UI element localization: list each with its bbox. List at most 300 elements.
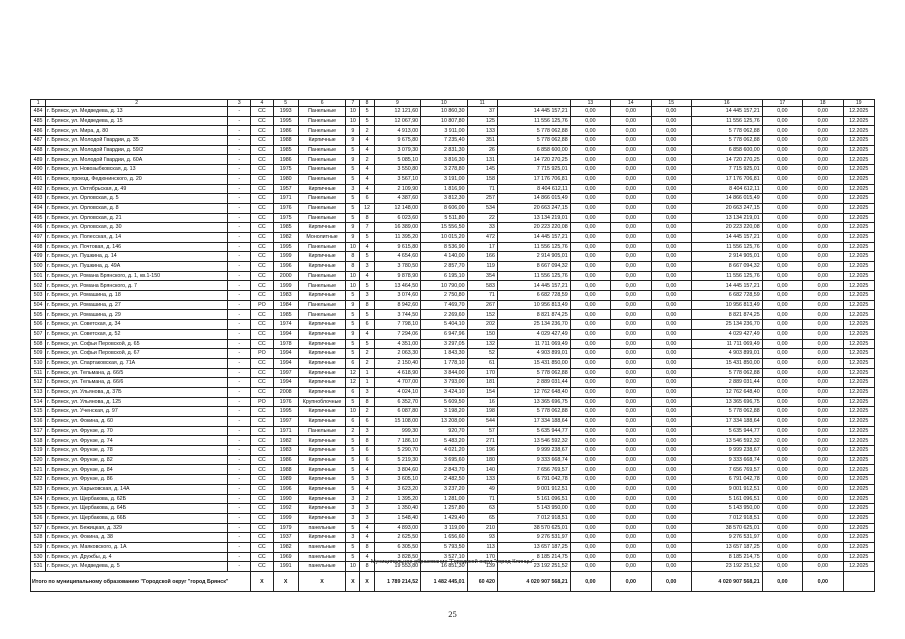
table-cell: 0,00: [651, 194, 691, 204]
table-cell: 271: [467, 436, 497, 446]
table-cell: Панельные: [298, 155, 346, 165]
table-cell: 0,00: [570, 436, 610, 446]
table-cell: 170: [467, 552, 497, 562]
table-cell: 0,00: [762, 475, 802, 485]
table-cell: Кирпичные: [298, 436, 346, 446]
table-cell: 4: [360, 533, 374, 543]
column-number-cell: 18: [803, 100, 843, 107]
address-cell: г. Брянск, ул. Медведева, д. 15: [46, 116, 228, 126]
address-cell: г. Брянск, ул. Орловская, д. 5: [46, 194, 228, 204]
table-cell: 6 858 600,00: [497, 145, 570, 155]
table-cell: 9 001 912,51: [691, 484, 762, 494]
table-cell: 583: [467, 281, 497, 291]
table-cell: Панельные: [298, 242, 346, 252]
address-cell: г. Брянск, ул. Орловская, д. 8: [46, 203, 228, 213]
table-cell: 10: [346, 407, 360, 417]
table-cell: 472: [467, 232, 497, 242]
table-row: [31, 368, 875, 378]
table-cell: Монолитные: [298, 232, 346, 242]
table-cell: 1 843,30: [421, 349, 467, 359]
table-cell: Кирпичные: [298, 252, 346, 262]
table-cell: 0,00: [762, 465, 802, 475]
table-cell: 9 999 238,67: [691, 446, 762, 456]
table-cell: 52: [467, 349, 497, 359]
table-cell: 0,00: [570, 523, 610, 533]
table-cell: 4 618,90: [374, 368, 420, 378]
table-row: [31, 194, 875, 204]
table-cell: 4 029 427,49: [497, 329, 570, 339]
table-cell: -: [228, 165, 251, 175]
table-cell: 0,00: [803, 184, 843, 194]
table-cell: 498: [31, 242, 46, 252]
table-cell: 2 625,50: [374, 533, 420, 543]
address-cell: г. Брянск, ул. Дружбы, д. 4: [46, 552, 228, 562]
table-cell: 0,00: [803, 475, 843, 485]
table-cell: 0,00: [762, 213, 802, 223]
table-cell: 5: [346, 475, 360, 485]
table-cell: 12.2025: [843, 145, 874, 155]
table-cell: 5: [346, 465, 360, 475]
table-cell: 8 667 094,32: [497, 262, 570, 272]
table-cell: 133: [467, 126, 497, 136]
address-cell: г. Брянск, ул. Ромашина, д. 18: [46, 291, 228, 301]
table-cell: 3: [346, 504, 360, 514]
table-cell: 5 778 062,88: [497, 368, 570, 378]
table-cell: 1978: [273, 339, 298, 349]
table-cell: 0,00: [611, 552, 651, 562]
table-cell: 12.2025: [843, 155, 874, 165]
table-cell: 5: [346, 523, 360, 533]
total-c6: Х: [298, 572, 346, 592]
table-cell: 0,00: [570, 320, 610, 330]
table-row: [31, 494, 875, 504]
address-cell: г. Брянск, проезд. Федюнинского, д. 20: [46, 174, 228, 184]
table-cell: 354: [467, 271, 497, 281]
table-cell: 6: [346, 387, 360, 397]
table-cell: 0,00: [651, 455, 691, 465]
table-cell: -: [228, 397, 251, 407]
table-cell: 0,00: [570, 513, 610, 523]
table-cell: Панельные: [298, 300, 346, 310]
table-cell: 0,00: [611, 252, 651, 262]
table-cell: 3 793,00: [421, 378, 467, 388]
table-cell: 0,00: [762, 329, 802, 339]
table-cell: 1988: [273, 465, 298, 475]
table-cell: 11 556 125,76: [691, 116, 762, 126]
address-cell: г. Брянск, ул. Медведева, д. 5: [46, 562, 228, 572]
table-cell: 4 707,00: [374, 378, 420, 388]
table-cell: 0,00: [570, 542, 610, 552]
table-cell: 0,00: [611, 281, 651, 291]
table-cell: 0,00: [803, 368, 843, 378]
housing-register-table: [30, 99, 875, 592]
table-row: [31, 310, 875, 320]
table-cell: 0,00: [570, 562, 610, 572]
table-cell: 13 134 219,01: [691, 213, 762, 223]
table-cell: 504: [31, 300, 46, 310]
table-cell: Кирпичные: [298, 262, 346, 272]
table-cell: 8 404 612,11: [497, 184, 570, 194]
table-cell: 0,00: [611, 436, 651, 446]
table-cell: СС: [251, 165, 273, 175]
table-cell: 4 140,00: [421, 252, 467, 262]
table-cell: 180: [467, 455, 497, 465]
table-cell: 5: [360, 310, 374, 320]
table-cell: -: [228, 291, 251, 301]
column-number-cell: 2: [46, 100, 228, 107]
table-cell: СС: [251, 562, 273, 572]
table-cell: 5 778 062,88: [497, 136, 570, 146]
table-cell: 8 185 214,75: [497, 552, 570, 562]
table-cell: 1975: [273, 213, 298, 223]
table-cell: 0,00: [570, 213, 610, 223]
table-cell: Кирпичные: [298, 455, 346, 465]
table-cell: 5: [360, 281, 374, 291]
table-cell: 7 656 769,57: [497, 465, 570, 475]
table-cell: 2 150,40: [374, 358, 420, 368]
table-cell: 0,00: [762, 417, 802, 427]
table-row: [31, 107, 875, 117]
column-number-cell: 8: [360, 100, 374, 107]
table-cell: 9 615,80: [374, 242, 420, 252]
table-cell: -: [228, 174, 251, 184]
table-cell: 527: [31, 523, 46, 533]
table-cell: СС: [251, 436, 273, 446]
table-cell: Кирпичные: [298, 329, 346, 339]
table-cell: 0,00: [611, 107, 651, 117]
table-cell: 0,00: [611, 339, 651, 349]
table-cell: 544: [467, 417, 497, 427]
table-row: [31, 232, 875, 242]
address-cell: г. Брянск, ул. Ромашина, д. 29: [46, 310, 228, 320]
table-row: [31, 349, 875, 359]
table-cell: 0,00: [611, 136, 651, 146]
table-cell: 0,00: [611, 310, 651, 320]
table-cell: Панельные: [298, 145, 346, 155]
table-cell: 12.2025: [843, 223, 874, 233]
table-cell: 140: [467, 465, 497, 475]
table-cell: 0,00: [651, 426, 691, 436]
table-cell: 0,00: [570, 426, 610, 436]
table-cell: 11 556 125,76: [497, 242, 570, 252]
table-cell: 0,00: [762, 252, 802, 262]
total-c5: Х: [273, 572, 298, 592]
table-cell: 0,00: [803, 281, 843, 291]
next-section-title: Муниципальное образование "Городской округ "город Клинцы": [370, 559, 535, 565]
table-cell: 0,00: [611, 203, 651, 213]
address-cell: г. Брянск, ул. Маяковского, д. 1А: [46, 542, 228, 552]
table-cell: -: [228, 523, 251, 533]
table-row: [31, 542, 875, 552]
table-cell: 3: [360, 475, 374, 485]
table-cell: СС: [251, 417, 273, 427]
table-cell: 1991: [273, 562, 298, 572]
table-cell: 0,00: [570, 232, 610, 242]
table-cell: 0,00: [570, 116, 610, 126]
table-cell: 0,00: [651, 174, 691, 184]
table-cell: 496: [31, 223, 46, 233]
table-cell: 2: [360, 494, 374, 504]
table-cell: -: [228, 329, 251, 339]
table-cell: 3: [360, 513, 374, 523]
table-row: [31, 155, 875, 165]
table-cell: Кирпичные: [298, 358, 346, 368]
address-cell: г. Брянск, ул. Фрунзе, д. 70: [46, 426, 228, 436]
table-cell: 3 297,05: [421, 339, 467, 349]
table-cell: 521: [31, 465, 46, 475]
table-cell: панельные: [298, 542, 346, 552]
register-table-wrapper: [30, 99, 875, 592]
table-cell: 12.2025: [843, 203, 874, 213]
table-cell: 3: [346, 494, 360, 504]
table-cell: 1986: [273, 126, 298, 136]
table-cell: 3 074,60: [374, 291, 420, 301]
table-cell: 4 903 899,01: [691, 349, 762, 359]
table-row: [31, 378, 875, 388]
table-cell: 13 546 592,32: [691, 436, 762, 446]
table-cell: 5 778 062,88: [691, 407, 762, 417]
table-cell: 125: [467, 116, 497, 126]
table-cell: 12.2025: [843, 484, 874, 494]
table-cell: 5: [360, 339, 374, 349]
table-cell: 5: [346, 174, 360, 184]
table-cell: Панельные: [298, 107, 346, 117]
table-body: [31, 100, 875, 572]
table-cell: 505: [31, 310, 46, 320]
table-cell: 14 866 015,49: [691, 194, 762, 204]
table-cell: 0,00: [611, 465, 651, 475]
table-cell: 0,00: [611, 126, 651, 136]
table-cell: 0,00: [803, 310, 843, 320]
table-row: [31, 329, 875, 339]
table-cell: 528: [31, 533, 46, 543]
table-cell: 6 682 728,59: [691, 291, 762, 301]
table-cell: 6 682 728,59: [497, 291, 570, 301]
table-cell: 1986: [273, 455, 298, 465]
table-cell: 3 119,00: [421, 523, 467, 533]
table-cell: 166: [467, 252, 497, 262]
table-row: [31, 484, 875, 494]
table-cell: Кирпичные: [298, 446, 346, 456]
address-cell: г. Брянск, ул. Орловская, д. 21: [46, 213, 228, 223]
table-cell: 38 570 625,01: [497, 523, 570, 533]
table-cell: -: [228, 562, 251, 572]
table-cell: 0,00: [803, 484, 843, 494]
table-cell: 13 208,00: [421, 417, 467, 427]
table-cell: 0,00: [570, 329, 610, 339]
address-cell: г. Брянск, ул. Орловская, д. 30: [46, 223, 228, 233]
table-row: [31, 203, 875, 213]
table-cell: 0,00: [611, 494, 651, 504]
table-cell: Кирпичные: [298, 320, 346, 330]
table-cell: 3 191,00: [421, 174, 467, 184]
table-cell: 0,00: [762, 426, 802, 436]
table-cell: 0,00: [611, 484, 651, 494]
table-cell: 10: [346, 116, 360, 126]
table-row: [31, 475, 875, 485]
table-cell: 0,00: [611, 242, 651, 252]
table-cell: 0,00: [651, 262, 691, 272]
table-cell: 3: [346, 184, 360, 194]
table-cell: 1985: [273, 223, 298, 233]
table-cell: 0,00: [570, 417, 610, 427]
table-row: [31, 165, 875, 175]
table-cell: 0,00: [611, 455, 651, 465]
table-cell: 6 305,50: [374, 542, 420, 552]
table-cell: 1994: [273, 378, 298, 388]
table-cell: 0,00: [803, 446, 843, 456]
table-row: [31, 213, 875, 223]
address-cell: г. Брянск, ул. Фрунзе, д. 84: [46, 465, 228, 475]
table-cell: Кирпичные: [298, 368, 346, 378]
table-cell: 0,00: [803, 136, 843, 146]
table-cell: 11 556 125,76: [691, 242, 762, 252]
table-cell: 0,00: [762, 174, 802, 184]
table-cell: 3 812,30: [421, 194, 467, 204]
table-cell: 0,00: [803, 291, 843, 301]
table-cell: 526: [31, 513, 46, 523]
table-cell: СС: [251, 242, 273, 252]
table-cell: 0,00: [651, 523, 691, 533]
table-cell: 0,00: [762, 523, 802, 533]
table-cell: СС: [251, 116, 273, 126]
table-cell: 12.2025: [843, 107, 874, 117]
table-cell: 493: [31, 194, 46, 204]
table-cell: 1997: [273, 417, 298, 427]
table-cell: 0,00: [651, 504, 691, 514]
table-cell: 0,00: [762, 513, 802, 523]
table-row: [31, 145, 875, 155]
table-cell: 0,00: [762, 116, 802, 126]
table-cell: 4 029 427,49: [691, 329, 762, 339]
table-cell: 6 087,80: [374, 407, 420, 417]
table-cell: РО: [251, 349, 273, 359]
table-cell: 12.2025: [843, 291, 874, 301]
table-cell: СС: [251, 271, 273, 281]
table-cell: 3: [346, 533, 360, 543]
table-row: [31, 455, 875, 465]
table-cell: 0,00: [651, 291, 691, 301]
table-cell: 12.2025: [843, 262, 874, 272]
address-cell: г. Брянск, ул. Фрунзе, д. 74: [46, 436, 228, 446]
table-cell: 5 778 062,88: [497, 407, 570, 417]
table-cell: 0,00: [611, 145, 651, 155]
table-cell: 488: [31, 145, 46, 155]
table-cell: 5 290,70: [374, 446, 420, 456]
table-cell: 13 365 696,75: [691, 397, 762, 407]
table-cell: 0,00: [651, 184, 691, 194]
table-cell: СС: [251, 523, 273, 533]
table-cell: 0,00: [803, 552, 843, 562]
address-cell: г. Брянск, ул. Ромашина, д. 27: [46, 300, 228, 310]
table-cell: 5 778 062,88: [691, 136, 762, 146]
total-row: [31, 572, 875, 592]
table-cell: 12.2025: [843, 165, 874, 175]
table-cell: 486: [31, 126, 46, 136]
table-cell: 1986: [273, 155, 298, 165]
table-cell: 1993: [273, 107, 298, 117]
column-number-cell: 9: [374, 100, 420, 107]
table-cell: -: [228, 368, 251, 378]
table-cell: 5: [346, 145, 360, 155]
total-c16: 4 020 907 568,21: [691, 572, 762, 592]
address-cell: г. Брянск, ул. Полесская, д. 14: [46, 232, 228, 242]
table-cell: 2: [360, 349, 374, 359]
table-cell: 17 176 706,81: [497, 174, 570, 184]
table-cell: 0,00: [762, 281, 802, 291]
table-cell: 12.2025: [843, 320, 874, 330]
table-cell: 12.2025: [843, 417, 874, 427]
table-cell: 4: [360, 271, 374, 281]
table-cell: 1990: [273, 494, 298, 504]
table-cell: 1 656,60: [421, 533, 467, 543]
table-cell: 0,00: [762, 446, 802, 456]
table-cell: 0,00: [803, 155, 843, 165]
table-cell: 0,00: [651, 446, 691, 456]
table-cell: СС: [251, 155, 273, 165]
table-cell: 12.2025: [843, 562, 874, 572]
table-cell: 6: [346, 417, 360, 427]
table-cell: СС: [251, 387, 273, 397]
table-cell: 14 445 157,21: [691, 232, 762, 242]
table-cell: 3 828,50: [374, 552, 420, 562]
table-cell: 0,00: [762, 436, 802, 446]
table-cell: -: [228, 262, 251, 272]
table-cell: -: [228, 446, 251, 456]
table-cell: 0,00: [611, 349, 651, 359]
table-cell: 1999: [273, 281, 298, 291]
table-cell: -: [228, 426, 251, 436]
table-cell: 0,00: [803, 339, 843, 349]
table-cell: 0,00: [803, 145, 843, 155]
table-cell: 1 257,80: [421, 504, 467, 514]
table-cell: 0,00: [803, 533, 843, 543]
table-cell: 0,00: [651, 378, 691, 388]
table-cell: 0,00: [611, 446, 651, 456]
table-cell: 5: [346, 349, 360, 359]
table-cell: 0,00: [762, 387, 802, 397]
table-cell: 2: [360, 155, 374, 165]
address-cell: г. Брянск, ул. Фрунзе, д. 82: [46, 455, 228, 465]
table-cell: 5: [346, 165, 360, 175]
table-cell: 20 223 220,08: [497, 223, 570, 233]
table-cell: 2: [360, 358, 374, 368]
table-cell: 0,00: [611, 155, 651, 165]
table-cell: -: [228, 155, 251, 165]
table-cell: 0,00: [651, 484, 691, 494]
table-row: [31, 223, 875, 233]
table-cell: 10: [346, 107, 360, 117]
table-cell: 514: [31, 397, 46, 407]
table-cell: 8: [360, 213, 374, 223]
table-cell: 6 195,10: [421, 271, 467, 281]
table-cell: СС: [251, 465, 273, 475]
column-number-cell: 16: [691, 100, 762, 107]
table-cell: 0,00: [611, 232, 651, 242]
address-cell: г. Брянск, ул. Щербакова, д. 64Б: [46, 504, 228, 514]
table-cell: 0,00: [762, 552, 802, 562]
table-cell: 5 483,20: [421, 436, 467, 446]
table-cell: 0,00: [570, 455, 610, 465]
table-cell: 0,00: [611, 426, 651, 436]
table-row: [31, 242, 875, 252]
table-cell: 0,00: [651, 349, 691, 359]
table-cell: 9 333 668,74: [497, 455, 570, 465]
table-cell: СС: [251, 320, 273, 330]
table-cell: 12.2025: [843, 523, 874, 533]
table-row: [31, 504, 875, 514]
table-cell: 12.2025: [843, 436, 874, 446]
